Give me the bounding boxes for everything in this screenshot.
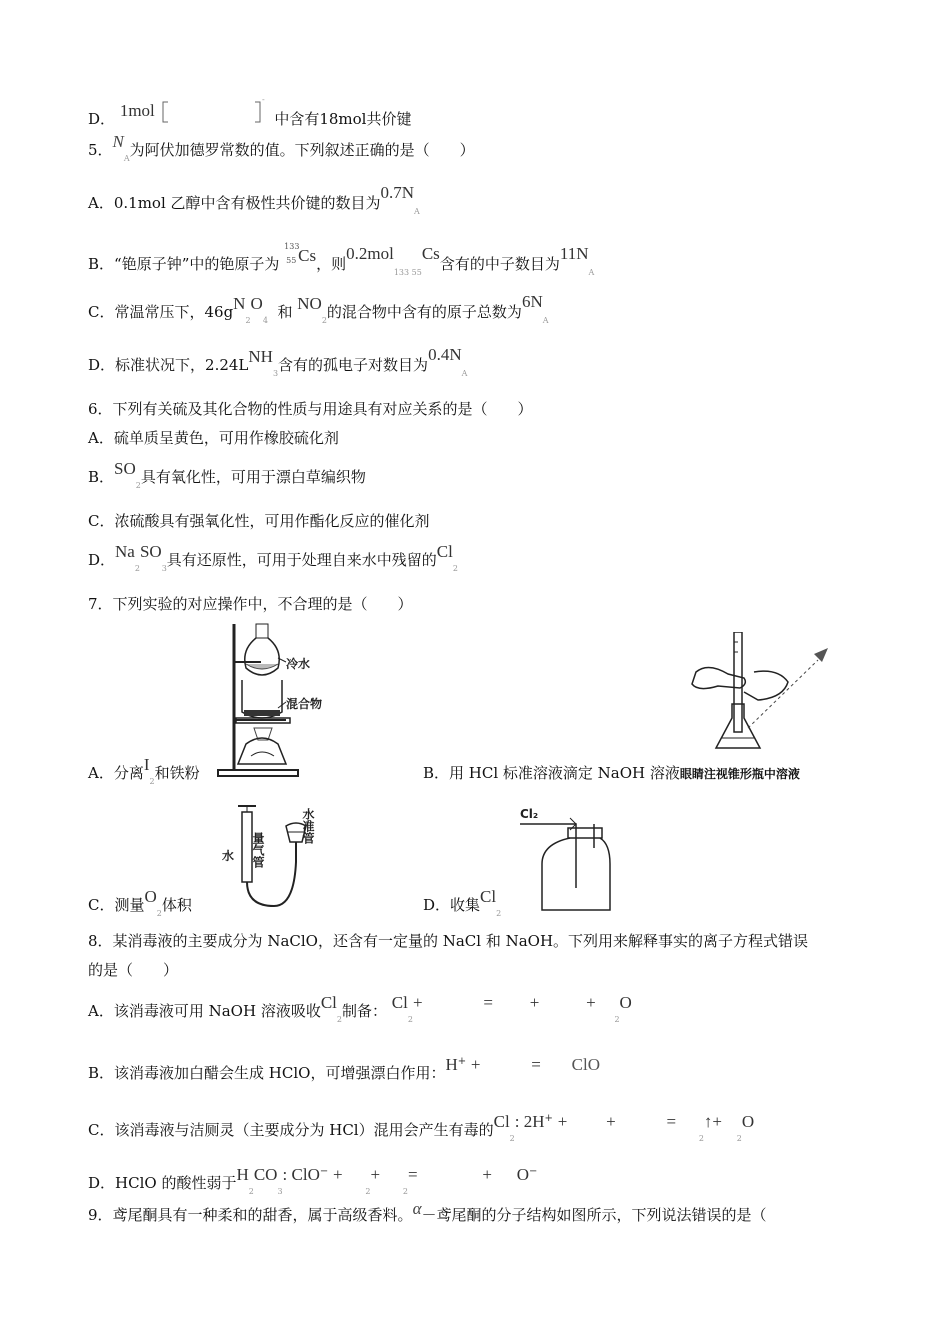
q6d-prefix: D．: [88, 551, 116, 569]
q5-option-c: C．常温常压下，$46gN_2O_4$ 和 $NO_2$的混合物中含有的原子总数为$6N_A$: [88, 292, 549, 325]
q8d-eq4: =: [407, 1165, 418, 1184]
q8b-eq1sup: +: [457, 1056, 467, 1067]
q5c-text2: 的混合物中含有的原子总数为: [326, 303, 522, 321]
q7a-mixture-label: 混合物: [286, 697, 323, 711]
q7-option-a: A．分离$I_2$和铁粉: [88, 755, 200, 786]
q7b-text: B．用 HCl 标准溶液滴定 NaOH 溶液: [423, 764, 680, 782]
q7c-gas-tube-figure: [214, 802, 324, 912]
q4d-bracket-icon: [160, 96, 270, 126]
q8a-eq4: +: [529, 993, 540, 1012]
q7c-tube-label: 量气管: [251, 832, 265, 868]
q5b-cs2: Cs: [421, 244, 440, 263]
q5b-text2: ，则: [316, 255, 347, 273]
q8a-f1: Cl: [320, 993, 337, 1012]
q5b-text1: B．“铯原子钟”中的铯原子为: [88, 255, 280, 273]
q5b-mass: 133: [284, 242, 300, 251]
q7d-gas-bottle-figure: [518, 804, 618, 916]
q9-text1: 鸢尾酮具有一种柔和的甜香，属于高级香料。: [112, 1206, 413, 1224]
q8c-eq2: +: [557, 1112, 568, 1131]
q8-stem-line2: 的是（ ）: [88, 961, 179, 979]
q6d-text: 具有还原性，可用于处理自来水中残留的: [166, 551, 437, 569]
q8b-eq4: ClO: [571, 1055, 600, 1074]
q8-option-b: [88, 1052, 600, 1083]
q7a-text2: 和铁粉: [154, 764, 200, 782]
q5c-mid: 和: [277, 303, 293, 321]
q5b-cs: Cs: [298, 246, 317, 265]
q6b-formula: SO: [114, 459, 136, 478]
q7a-apparatus-figure: [216, 620, 326, 780]
q5-option-b: B．“铯原子钟”中的铯原子为 133 55 Cs，则0.2mol$_{133 55}$Cs含有的中子数目为$11N_A$: [88, 249, 594, 283]
q5-option-a: A．0.1mol 乙醇中含有极性共价键的数目为$0.7N_A$: [88, 183, 420, 216]
q7c-level-label: 水准管: [301, 808, 315, 844]
q5-num: 5．: [88, 141, 113, 159]
q8b-eq2: +: [470, 1055, 481, 1074]
q6-stem: 6．下列有关硫及其化合物的性质与用途具有对应关系的是（ ）: [88, 400, 533, 418]
q5c-f3: 6N: [521, 292, 543, 311]
q8d-eq5: +: [482, 1165, 492, 1184]
q8c-f1: Cl: [493, 1112, 510, 1131]
q8c-eq4: =: [666, 1112, 677, 1131]
q8b-eq1: H: [445, 1055, 458, 1074]
svg-text:-: -: [261, 96, 265, 104]
q6-option-b: B．$SO_2$具有氧化性，可用于漂白草编织物: [88, 459, 366, 490]
q7c-text1: C．测量: [88, 896, 145, 914]
q7d-cl2-label: Cl₂: [520, 807, 539, 821]
q5b-formula3: 11N: [559, 244, 589, 263]
q8d-eq1: : ClO: [282, 1165, 320, 1184]
q8a-eq3: =: [483, 993, 493, 1012]
q7c-formula: O: [144, 887, 157, 906]
q5b-atomic: 55: [286, 256, 297, 265]
q7d-formula: Cl: [480, 887, 497, 906]
q7-option-b: [423, 763, 800, 784]
q8-option-d: D．HClO 的酸性弱于$H_2CO_3$: ClO− + $_2$+ $_2$= + O−: [88, 1165, 538, 1196]
q5b-nuclide: [284, 242, 300, 269]
q8c-eq5: ↑+: [703, 1112, 722, 1131]
q9-num: 9．: [88, 1206, 113, 1224]
q5c-f1a: N: [233, 294, 246, 313]
q5-text: 为阿伏加德罗常数的值。下列叙述正确的是（ ）: [129, 141, 475, 159]
q5c-text1: C．常温常压下，46g: [88, 303, 234, 321]
q5-n-symbol: N: [112, 132, 124, 151]
q6d-f3: Cl: [436, 542, 453, 561]
q8a-text: A．该消毒液可用 NaOH 溶液吸收: [88, 1002, 321, 1020]
q5a-text: A．0.1mol 乙醇中含有极性共价键的数目为: [88, 194, 381, 212]
q8d-text: D．HClO 的酸性弱于: [88, 1174, 237, 1192]
q4d-formula: 1mol: [119, 101, 155, 120]
q7a-cold-water-label: 冷水: [286, 657, 311, 671]
q8c-eq6: O: [741, 1112, 755, 1131]
q5c-f2: NO: [297, 294, 322, 313]
q7a-formula: I: [143, 755, 150, 774]
q8-option-a: A．该消毒液可用 NaOH 溶液吸收$Cl_2$制备： $Cl_2+$ = + + $_2$O: [88, 993, 632, 1024]
q8a-eq2: +: [412, 993, 423, 1012]
q6b-prefix: B．: [88, 468, 115, 486]
q6d-f1: Na: [115, 542, 135, 561]
q8d-f1: H: [236, 1165, 249, 1184]
q6-option-c: C．浓硫酸具有强氧化性，可用作酯化反应的催化剂: [88, 512, 430, 530]
q5d-f2: 0.4N: [428, 345, 462, 364]
q8d-eq3: +: [370, 1165, 381, 1184]
q8a-eq5: +: [586, 993, 596, 1012]
q4-option-d: [88, 96, 411, 129]
q6b-text: 具有氧化性，可用于漂白草编织物: [140, 468, 366, 486]
q8c-eq1: : 2H: [514, 1112, 545, 1131]
q5-option-d: D．标准状况下，$2.24LNH_3$含有的孤电子对数目为$0.4N_A$: [88, 345, 468, 378]
q8-option-c: C．该消毒液与洁厕灵（主要成分为 HCl）混用会产生有毒的$Cl_2$: 2H+ + + = $_2$↑+ $_2$O: [88, 1112, 755, 1143]
q5a-formula: 0.7N: [380, 183, 415, 202]
q4d-suffix: 中含有18mol共价键: [274, 110, 412, 128]
q7-option-c: C．测量$O_2$体积: [88, 887, 192, 918]
q7a-text1: A．分离: [88, 764, 144, 782]
q8d-eq2: +: [333, 1165, 343, 1184]
q8a-eq1: Cl: [391, 993, 408, 1012]
q4d-prefix: D．: [88, 110, 116, 128]
q8b-text: B．该消毒液加白醋会生成 HClO，可增强漂白作用：: [88, 1064, 446, 1082]
q8c-eq1sup: +: [544, 1113, 553, 1124]
q7-option-d: D．收集$Cl_2$: [423, 887, 502, 918]
q8d-eq1sup: −: [319, 1166, 329, 1177]
q5d-f1: NH: [248, 347, 273, 366]
q6-option-a: A．硫单质呈黄色，可用作橡胶硫化剂: [88, 429, 339, 447]
q8a-eq6: O: [619, 993, 632, 1012]
q6-option-d: D．$Na_2SO_3$具有还原性，可用于处理自来水中残留的$Cl_2$: [88, 542, 458, 573]
q5b-text3: 含有的中子数目为: [439, 255, 560, 273]
q8d-f2: CO: [253, 1165, 278, 1184]
q7b-titration-figure: [688, 632, 838, 762]
q7c-water-label: 水: [222, 849, 235, 863]
q9-alpha: α: [412, 1199, 422, 1218]
q8c-eq3: +: [606, 1112, 616, 1131]
q7c-text2: 体积: [161, 896, 192, 914]
q8d-eq6: O: [516, 1165, 529, 1184]
q8c-text: C．该消毒液与洁厕灵（主要成分为 HCl）混用会产生有毒的: [88, 1121, 494, 1139]
q7b-eye-label: 眼睛注视锥形瓶中溶液: [679, 767, 800, 781]
q8a-text2: 制备：: [341, 1002, 387, 1020]
q5b-formula2: 0.2mol: [346, 244, 394, 263]
q8-stem-line1: 8．某消毒液的主要成分为 NaClO，还含有一定量的 NaCl 和 NaOH。下列用来解释事实的离子方程式错误: [88, 932, 809, 950]
q6d-f2: SO: [139, 542, 162, 561]
q8d-eq6sup: −: [529, 1166, 538, 1177]
q5d-text1: D．标准状况下，2.24L: [88, 356, 249, 374]
q9-text2: －鸢尾酮的分子结构如图所示，下列说法错误的是（: [421, 1206, 767, 1224]
q7d-text1: D．收集: [423, 896, 481, 914]
q5c-f1b: O: [250, 294, 263, 313]
q7-stem: 7．下列实验的对应操作中，不合理的是（ ）: [88, 595, 413, 613]
q9-stem: [88, 1199, 767, 1225]
q5-stem: 5．$N_A$为阿伏加德罗常数的值。下列叙述正确的是（ ）: [88, 132, 475, 163]
q8b-eq3: =: [531, 1055, 541, 1074]
q5d-text2: 含有的孤电子对数目为: [278, 356, 429, 374]
